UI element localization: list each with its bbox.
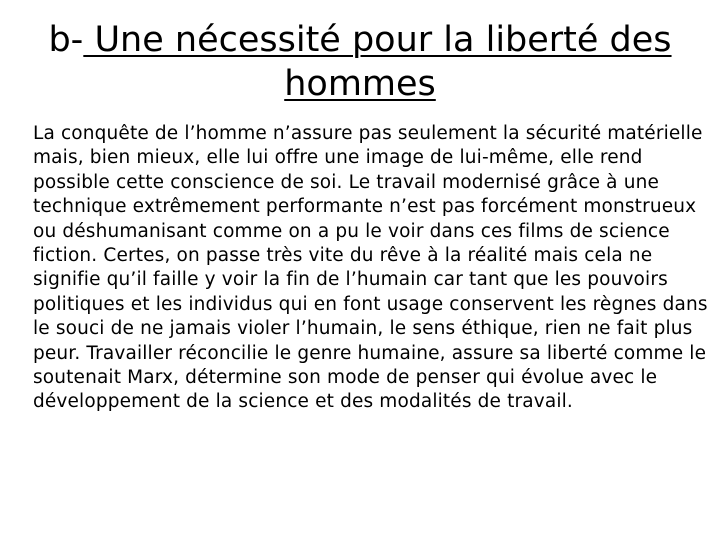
- title-main: Une nécessité pour la liberté des hommes: [83, 20, 672, 104]
- slide-title: [20, 18, 700, 106]
- body-paragraph: La conquête de l’homme n’assure pas seulement la sécurité matérielle mais, bien mieux, elle lui offre une image de lui-même, elle rend possible cette conscience de soi. Le travail modernisé grâce à une technique extrêmement performante n’est pas forcément monstrueux ou déshumanisant comme on a pu le voir dans ces films de science fiction. Certes, on passe très vite du rêve à la réalité mais cela ne signifie qu’il faille y voir la fin de l’humain car tant que les pouvoirs politiques et les individus qui en font usage conservent les règnes dans le souci de ne jamais violer l’humain, le sens éthique, rien ne fait plus peur. Travailler réconcilie le genre humaine, assure sa liberté comme le soutenait Marx, détermine son mode de penser qui évolue avec le développement de la science et des modalités de travail.: [33, 123, 708, 413]
- title-prefix: b-: [48, 20, 84, 60]
